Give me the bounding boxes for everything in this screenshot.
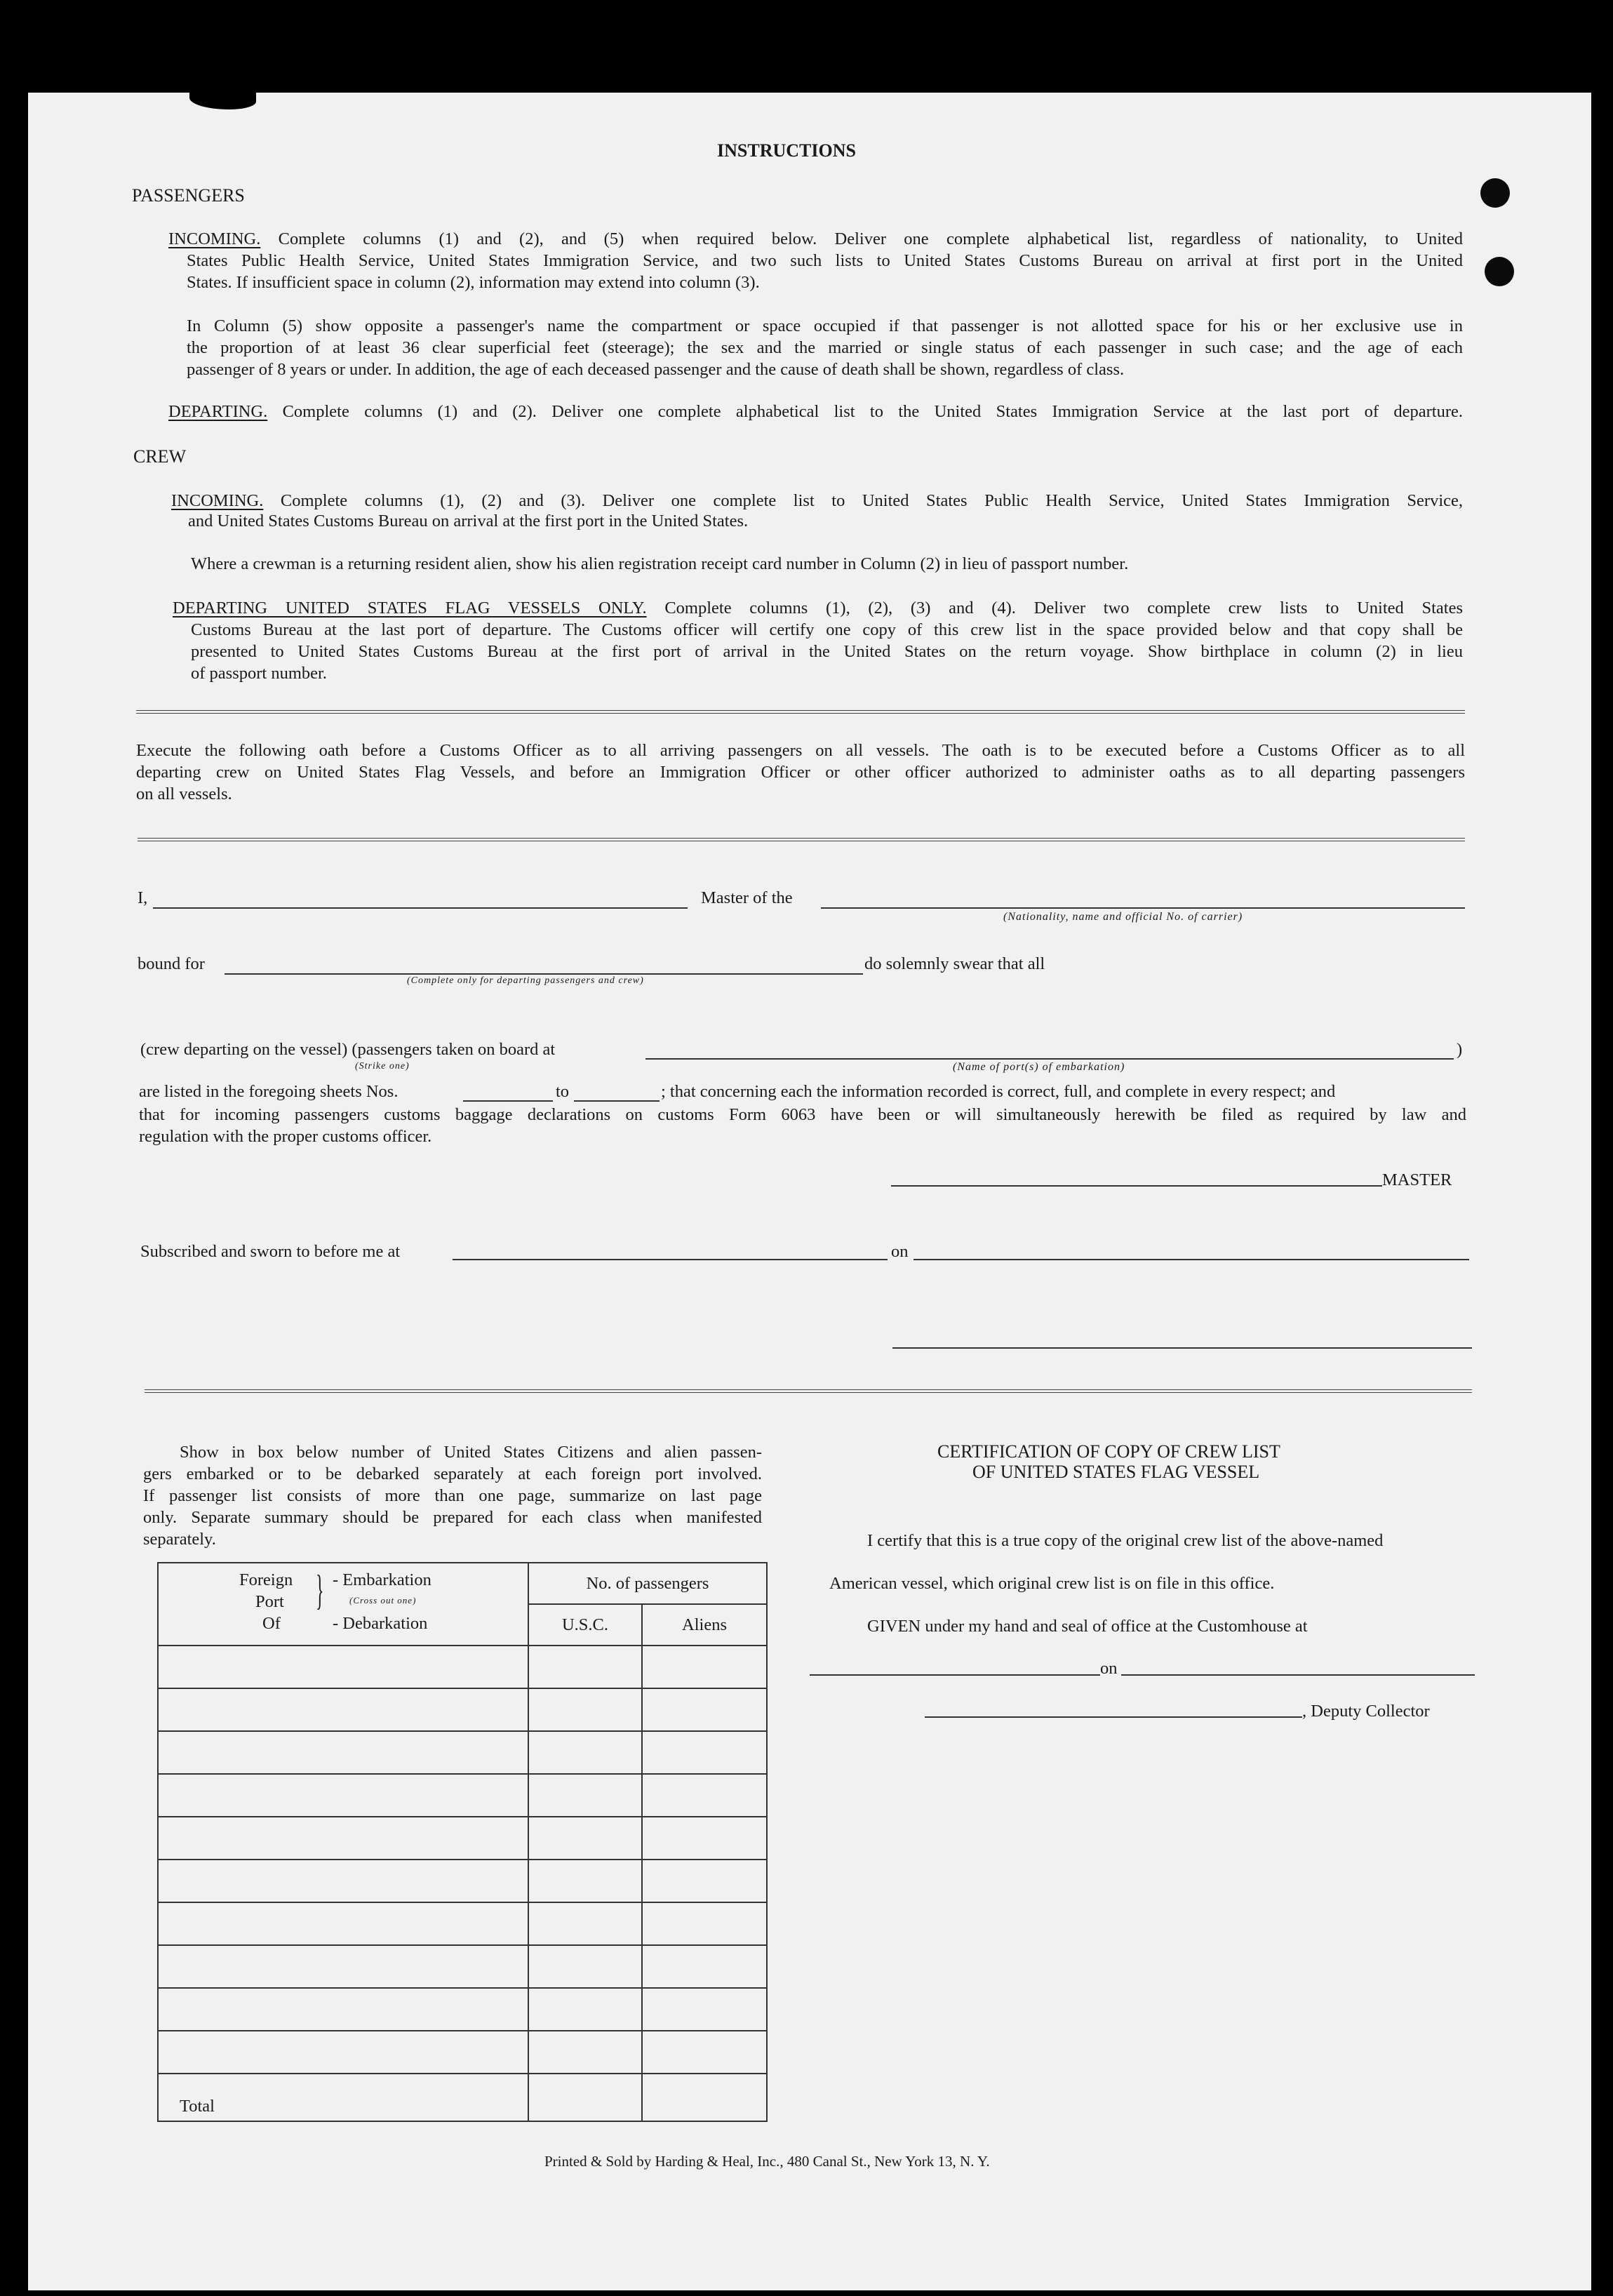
- port-label: Port: [255, 1592, 284, 1611]
- usc-header: U.S.C.: [528, 1604, 642, 1646]
- master-of-label: Master of the: [701, 888, 793, 907]
- oath-instruction-line-3: on all vessels.: [136, 785, 232, 803]
- port-cell[interactable]: [158, 1774, 528, 1817]
- summary-row: [158, 2031, 767, 2074]
- swear-text: do solemnly swear that all: [864, 954, 1045, 973]
- oath-instruction-line-2: departing crew on United States Flag Vessels, and before an Immigration Officer or other officer authorized to administer oaths as to all departing passengers: [136, 763, 1465, 782]
- crew-departing-line-3: presented to United States Customs Bureau at the first port of arrival in the United States on the return voyage. Show birthplace in column (2) in lieu: [191, 642, 1463, 661]
- crew-incoming-label: INCOMING.: [171, 491, 264, 510]
- summary-row: [158, 1860, 767, 1902]
- summary-rows: [158, 1646, 767, 2121]
- carrier-caption: (Nationality, name and official No. of carrier): [1003, 911, 1243, 923]
- usc-cell[interactable]: [528, 1646, 642, 1688]
- crew-departing-label: DEPARTING UNITED STATES FLAG VESSELS ONLY.: [173, 599, 647, 618]
- subscribed-label: Subscribed and sworn to before me at: [140, 1242, 401, 1261]
- sheet-to-field[interactable]: [574, 1100, 660, 1102]
- ports-caption: (Name of port(s) of embarkation): [953, 1061, 1125, 1073]
- crew-departing-line-1: Complete columns (1), (2), (3) and (4). Deliver two complete crew lists to United States: [664, 599, 1463, 618]
- passengers-departing-label: DEPARTING.: [168, 402, 268, 421]
- printer-footer: Printed & Sold by Harding & Heal, Inc., 480 Canal St., New York 13, N. Y.: [544, 2153, 990, 2170]
- crew-incoming-paragraph: [171, 490, 1463, 512]
- section-divider-3: [145, 1389, 1472, 1393]
- passengers-departing-text: Complete columns (1) and (2). Deliver one complete alphabetical list to the United States Immigration Service at the last port of departure.: [282, 402, 1464, 421]
- aliens-cell[interactable]: [642, 1774, 767, 1817]
- aliens-cell[interactable]: [642, 1817, 767, 1860]
- subscribed-date-field[interactable]: [913, 1259, 1469, 1260]
- usc-cell[interactable]: [528, 1731, 642, 1774]
- cross-out-label: (Cross out one): [349, 1595, 417, 1606]
- certification-line-2: American vessel, which original crew list is on file in this office.: [829, 1574, 1275, 1593]
- debarkation-label: - Debarkation: [333, 1614, 428, 1633]
- usc-cell[interactable]: [528, 2031, 642, 2074]
- summary-row: [158, 1817, 767, 1860]
- usc-cell[interactable]: [528, 1817, 642, 1860]
- summary-row: [158, 1945, 767, 1988]
- summary-row: [158, 1902, 767, 1945]
- passengers-incoming-line-1: Complete columns (1) and (2), and (5) when required below. Deliver one complete alphabetical list, regardless of nationality, to United: [278, 229, 1463, 248]
- port-cell[interactable]: [158, 1902, 528, 1945]
- of-label: Of: [262, 1614, 281, 1633]
- total-row: [158, 2074, 767, 2121]
- aliens-cell[interactable]: [642, 1945, 767, 1988]
- no-passengers-header: No. of passengers: [528, 1563, 767, 1604]
- port-cell[interactable]: [158, 1945, 528, 1988]
- port-cell[interactable]: [158, 1817, 528, 1860]
- usc-cell[interactable]: [528, 1774, 642, 1817]
- aliens-cell[interactable]: [642, 1688, 767, 1731]
- passengers-departing-paragraph: [168, 401, 1463, 422]
- passenger-summary-table: [157, 1562, 768, 2122]
- aliens-cell[interactable]: [642, 1646, 767, 1688]
- subscribed-place-field[interactable]: [453, 1259, 888, 1260]
- crew-incoming-line-1: Complete columns (1), (2) and (3). Deliver one complete list to United States Public Health Service, United States Immigration Service,: [280, 491, 1464, 510]
- sheets-to: to: [556, 1082, 570, 1101]
- column5-line-3: passenger of 8 years or under. In addition, the age of each deceased passenger and the cause of death shall be shown, regardless of class.: [187, 360, 1125, 379]
- oath-i-label: I,: [138, 888, 148, 907]
- oath-line-2: that for incoming passengers customs baggage declarations on customs Form 6063 have been or will simultaneously herewith be filed as required by law and: [139, 1105, 1466, 1124]
- aliens-header: Aliens: [642, 1604, 767, 1646]
- oath-body-cont: [139, 1104, 1466, 1147]
- subscribed-on-label: on: [891, 1242, 909, 1261]
- crew-passengers-text: (crew departing on the vessel) (passengers taken on board at: [140, 1040, 556, 1059]
- usc-cell[interactable]: [528, 1688, 642, 1731]
- summary-instruction-line-2: gers embarked or to be debarked separately at each foreign port involved.: [143, 1464, 762, 1483]
- usc-cell[interactable]: [528, 1988, 642, 2031]
- brace-icon: }: [316, 1567, 324, 1613]
- aliens-cell[interactable]: [642, 1988, 767, 2031]
- total-aliens-cell[interactable]: [642, 2074, 767, 2121]
- certification-title-line-1: CERTIFICATION OF COPY OF CREW LIST: [937, 1441, 1280, 1462]
- sheets-suffix: ; that concerning each the information recorded is correct, full, and complete in every respect; and: [661, 1082, 1336, 1101]
- officer-signature-field[interactable]: [892, 1347, 1472, 1349]
- page-title: INSTRUCTIONS: [717, 140, 856, 161]
- embarkation-ports-field[interactable]: [645, 1058, 1454, 1060]
- bound-for-field[interactable]: [225, 973, 863, 975]
- master-name-field[interactable]: [153, 907, 688, 909]
- bound-for-label: bound for: [138, 954, 205, 973]
- certification-on-label: on: [1100, 1659, 1118, 1678]
- oath-line-3: regulation with the proper customs officer.: [139, 1127, 432, 1146]
- aliens-cell[interactable]: [642, 1860, 767, 1902]
- passengers-heading: PASSENGERS: [132, 185, 245, 206]
- crew-alien-text: Where a crewman is a returning resident alien, show his alien registration receipt card number in Column (2) in lieu of passport number.: [191, 554, 1129, 573]
- bound-for-caption: (Complete only for departing passengers and crew): [407, 975, 644, 986]
- passengers-incoming-line-3: States. If insufficient space in column (2), information may extend into column (3).: [187, 273, 760, 292]
- deputy-collector-signature-field[interactable]: [925, 1716, 1302, 1718]
- sheet-from-field[interactable]: [463, 1100, 553, 1102]
- section-divider-1: [136, 710, 1465, 714]
- summary-instruction-line-3: If passenger list consists of more than one page, summarize on last page: [143, 1486, 762, 1505]
- passengers-incoming-line-2: States Public Health Service, United States Immigration Service, and two such lists to United States Customs Bureau on arrival at first port in the United: [187, 251, 1463, 270]
- crew-departing-line-4: of passport number.: [191, 664, 327, 683]
- port-cell[interactable]: [158, 1731, 528, 1774]
- usc-cell[interactable]: [528, 1860, 642, 1902]
- summary-instruction-paragraph: [143, 1441, 762, 1550]
- close-paren: ): [1457, 1040, 1463, 1059]
- usc-cell[interactable]: [528, 1902, 642, 1945]
- certification-line-3: GIVEN under my hand and seal of office at the Customhouse at: [867, 1617, 1308, 1636]
- crew-incoming-line-2: and United States Customs Bureau on arrival at the first port in the United States.: [188, 512, 749, 530]
- summary-row: [158, 1988, 767, 2031]
- crew-heading: CREW: [133, 446, 187, 467]
- total-usc-cell[interactable]: [528, 2074, 642, 2121]
- customhouse-place-field[interactable]: [810, 1674, 1100, 1676]
- certification-line-1: I certify that this is a true copy of the original crew list of the above-named: [867, 1531, 1384, 1550]
- summary-instruction-line-4: only. Separate summary should be prepared for each class when manifested: [143, 1508, 762, 1527]
- carrier-field[interactable]: [821, 907, 1465, 909]
- certification-title-line-2: OF UNITED STATES FLAG VESSEL: [972, 1462, 1260, 1482]
- column5-line-2: the proportion of at least 36 clear superficial feet (steerage); the sex and the married or single status of each passenger in such case; and the age of each: [187, 338, 1463, 357]
- strike-one-caption: (Strike one): [355, 1061, 410, 1072]
- oath-instruction-paragraph: [136, 740, 1465, 805]
- column5-line-1: In Column (5) show opposite a passenger's name the compartment or space occupied if that passenger is not allotted space for his or her exclusive use in: [187, 316, 1463, 335]
- port-cell[interactable]: [158, 1988, 528, 2031]
- summary-row: [158, 1688, 767, 1731]
- total-label: Total: [158, 2074, 528, 2121]
- summary-row: [158, 1774, 767, 1817]
- deputy-collector-label: , Deputy Collector: [1302, 1702, 1430, 1721]
- port-cell[interactable]: [158, 1688, 528, 1731]
- aliens-cell[interactable]: [642, 2031, 767, 2074]
- customhouse-date-field[interactable]: [1121, 1674, 1475, 1676]
- section-divider-2: [138, 838, 1465, 841]
- summary-row: [158, 1731, 767, 1774]
- embarkation-label: - Embarkation: [333, 1570, 431, 1589]
- passengers-incoming-cont: [187, 250, 1463, 293]
- port-cell[interactable]: [158, 1860, 528, 1902]
- punch-hole-top: [1480, 178, 1510, 208]
- master-label: MASTER: [1382, 1170, 1452, 1189]
- aliens-cell[interactable]: [642, 1731, 767, 1774]
- crew-departing-cont: [191, 619, 1463, 684]
- passengers-incoming-paragraph: [168, 228, 1463, 250]
- passengers-incoming-label: INCOMING.: [168, 229, 261, 248]
- usc-cell[interactable]: [528, 1945, 642, 1988]
- aliens-cell[interactable]: [642, 1902, 767, 1945]
- crew-departing-paragraph: [173, 597, 1463, 619]
- summary-instruction-line-5: separately.: [143, 1530, 216, 1549]
- summary-instruction-line-1: Show in box below number of United States Citizens and alien passen-: [180, 1443, 762, 1462]
- oath-instruction-line-1: Execute the following oath before a Customs Officer as to all arriving passengers on all vessels. The oath is to be executed before a Customs Officer as to all: [136, 741, 1465, 760]
- foreign-label: Foreign: [239, 1570, 293, 1589]
- summary-row: [158, 1646, 767, 1688]
- punch-hole-bottom: [1485, 257, 1514, 286]
- port-cell[interactable]: [158, 2031, 528, 2074]
- crew-departing-line-2: Customs Bureau at the last port of departure. The Customs officer will certify one copy of this crew list in the space provided below and that copy shall be: [191, 620, 1463, 639]
- master-signature-field[interactable]: [891, 1185, 1382, 1187]
- port-cell[interactable]: [158, 1646, 528, 1688]
- sheets-prefix: are listed in the foregoing sheets Nos.: [139, 1082, 399, 1101]
- column5-paragraph: [187, 315, 1463, 380]
- foreign-port-header: [158, 1563, 528, 1646]
